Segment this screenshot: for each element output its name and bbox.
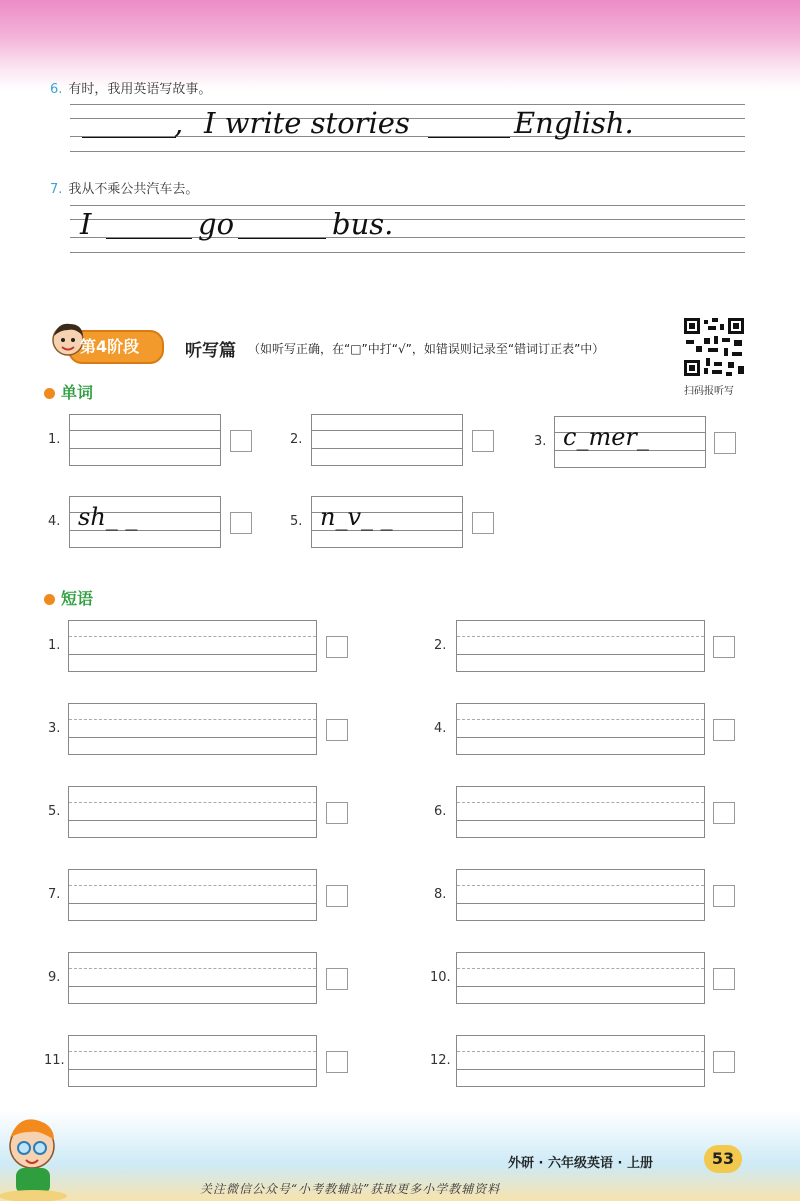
- phrase-number: 5.: [48, 804, 61, 819]
- phrase-number: 6.: [434, 804, 447, 819]
- orange-dot-icon: [44, 594, 55, 605]
- phrase-answer-box[interactable]: [68, 869, 317, 921]
- phrase-check-box[interactable]: [326, 968, 348, 990]
- phrase-check-box[interactable]: [326, 636, 348, 658]
- qr-caption: 扫码报听写: [684, 386, 734, 397]
- sentence-prompt-text: 有时，我用英语写故事。: [68, 82, 212, 97]
- phrase-answer-box[interactable]: [68, 620, 317, 672]
- phrase-number: 7.: [48, 887, 61, 902]
- sentence-6-writing-lines: [70, 104, 745, 152]
- phrase-number: 3.: [48, 721, 61, 736]
- comma-text: ,: [174, 106, 184, 140]
- word-answer-box[interactable]: [69, 414, 221, 466]
- page-number: 53: [704, 1145, 742, 1173]
- word-number: 3.: [534, 434, 547, 449]
- sentence-number: 7.: [50, 182, 63, 197]
- phrase-check-box[interactable]: [713, 1051, 735, 1073]
- swimmer-mascot-icon: [0, 1110, 70, 1201]
- sentence-6-ending: English.: [514, 106, 634, 140]
- section-instructions: （如听写正确，在“□”中打“√”，如错误则记录至“错词订正表”中）: [248, 342, 605, 356]
- phrase-check-box[interactable]: [713, 636, 735, 658]
- phrase-check-box[interactable]: [713, 968, 735, 990]
- sentence-6-prompt: [50, 78, 211, 97]
- top-decorative-band: [0, 0, 800, 90]
- watermark-text: 关注微信公众号“小考教辅站”获取更多小学教辅资料: [200, 1182, 501, 1196]
- word-answer-box[interactable]: [554, 416, 706, 468]
- word-check-box[interactable]: [472, 430, 494, 452]
- answer-blank[interactable]: [428, 137, 510, 138]
- phrase-check-box[interactable]: [713, 802, 735, 824]
- phrase-check-box[interactable]: [326, 885, 348, 907]
- phrase-answer-box[interactable]: [68, 952, 317, 1004]
- phrase-answer-box[interactable]: [68, 1035, 317, 1087]
- stage-badge-text: 第4阶段: [80, 337, 140, 356]
- orange-dot-icon: [44, 388, 55, 399]
- sentence-7-word-bus: bus.: [332, 207, 394, 241]
- word-number: 5.: [290, 514, 303, 529]
- sentence-7-writing-lines: [70, 205, 745, 253]
- qr-code-icon[interactable]: [682, 316, 746, 378]
- phrase-answer-box[interactable]: [456, 869, 705, 921]
- word-check-box[interactable]: [472, 512, 494, 534]
- words-heading: [44, 380, 93, 403]
- sentence-7-prompt: [50, 178, 198, 197]
- phrase-answer-box[interactable]: [456, 952, 705, 1004]
- sentence-prompt-text: 我从不乘公共汽车去。: [68, 182, 199, 197]
- phrase-number: 10.: [430, 970, 451, 985]
- word-number: 2.: [290, 432, 303, 447]
- sentence-7-word-i: I: [80, 207, 92, 241]
- phrase-number: 1.: [48, 638, 61, 653]
- phrase-check-box[interactable]: [713, 885, 735, 907]
- phrase-number: 11.: [44, 1053, 65, 1068]
- word-hint-letters: c_mer_: [563, 423, 649, 451]
- phrase-answer-box[interactable]: [456, 1035, 705, 1087]
- word-check-box[interactable]: [230, 512, 252, 534]
- sentence-number: 6.: [50, 82, 63, 97]
- phrase-answer-box[interactable]: [456, 620, 705, 672]
- phrase-answer-box[interactable]: [68, 703, 317, 755]
- word-number: 4.: [48, 514, 61, 529]
- sentence-7-word-go: go: [198, 207, 235, 241]
- sentence-6-words: I write stories: [204, 106, 410, 140]
- phrase-check-box[interactable]: [713, 719, 735, 741]
- phrase-number: 12.: [430, 1053, 451, 1068]
- stage-badge: [48, 318, 160, 364]
- phrase-number: 4.: [434, 721, 447, 736]
- phrase-check-box[interactable]: [326, 719, 348, 741]
- answer-blank[interactable]: [106, 238, 192, 239]
- word-hint-letters: sh_ _: [78, 503, 138, 531]
- book-title: 外研 · 六年级英语 · 上册: [508, 1156, 653, 1171]
- word-answer-box[interactable]: [69, 496, 221, 548]
- phrase-number: 9.: [48, 970, 61, 985]
- phrase-check-box[interactable]: [326, 802, 348, 824]
- words-heading-text: 单词: [61, 383, 94, 402]
- phrase-answer-box[interactable]: [68, 786, 317, 838]
- phrase-number: 2.: [434, 638, 447, 653]
- phrase-number: 8.: [434, 887, 447, 902]
- word-answer-box[interactable]: [311, 414, 463, 466]
- phrase-answer-box[interactable]: [456, 703, 705, 755]
- word-check-box[interactable]: [230, 430, 252, 452]
- word-number: 1.: [48, 432, 61, 447]
- phrases-heading-text: 短语: [61, 589, 94, 608]
- answer-blank[interactable]: [82, 137, 176, 138]
- word-hint-letters: n_v_ _: [320, 503, 393, 531]
- phrase-answer-box[interactable]: [456, 786, 705, 838]
- word-answer-box[interactable]: [311, 496, 463, 548]
- phrases-heading: [44, 586, 93, 609]
- section-title: 听写篇: [185, 341, 236, 361]
- phrase-check-box[interactable]: [326, 1051, 348, 1073]
- word-check-box[interactable]: [714, 432, 736, 454]
- answer-blank[interactable]: [238, 238, 326, 239]
